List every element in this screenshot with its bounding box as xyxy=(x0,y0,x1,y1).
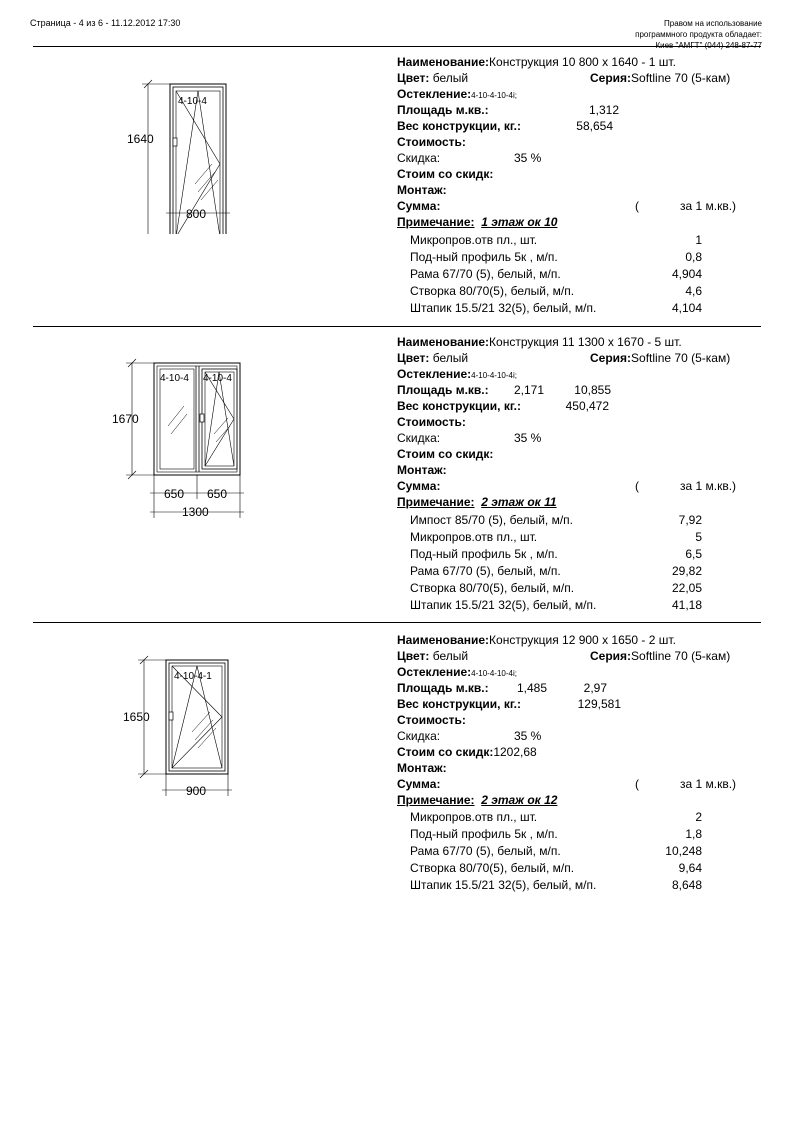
note-value: 2 этаж ок 12 xyxy=(481,793,558,807)
material-qty: 4,904 xyxy=(671,267,702,281)
sum-label: Сумма: xyxy=(397,777,441,791)
area-total-value: 2,97 xyxy=(583,681,607,695)
material-row xyxy=(410,300,702,316)
material-name: Штапик 15.5/21 32(5), белый, м/п. xyxy=(410,878,597,892)
material-row xyxy=(410,597,702,613)
handle-icon xyxy=(173,138,177,146)
per-sqm-open: ( xyxy=(635,199,639,213)
cost-discounted-label: Стоим со скидк: xyxy=(397,745,494,759)
weight-label: Вес конструкции, кг.: xyxy=(397,119,521,133)
separator-line xyxy=(33,326,761,327)
handle-icon xyxy=(169,712,173,720)
name-label: Наименование: xyxy=(397,55,490,69)
material-qty: 6,5 xyxy=(685,547,702,561)
material-qty: 29,82 xyxy=(671,564,702,578)
glazing-value: 4-10-4-10-4i; xyxy=(471,669,517,678)
glazing-value: 4-10-4-10-4i; xyxy=(471,371,517,380)
note-label: Примечание: xyxy=(397,215,475,229)
construction-name: Конструкция 11 1300 x 1670 - 5 шт. xyxy=(489,335,682,349)
cost-discounted-label: Стоим со скидк: xyxy=(397,447,494,461)
material-name: Рама 67/70 (5), белый, м/п. xyxy=(410,844,561,858)
color-label: Цвет: xyxy=(397,351,430,365)
material-qty: 2 xyxy=(695,810,702,824)
pane-label: 4-10-4 xyxy=(203,373,232,384)
total-width-dimension: 1300 xyxy=(182,505,209,519)
width-dimension: 800 xyxy=(186,207,207,221)
material-qty: 22,05 xyxy=(671,581,702,595)
rights-line-1: Правом на использование xyxy=(664,19,762,28)
rights-line-2: программного продукта обладает: xyxy=(635,30,762,39)
window-drawing-10 xyxy=(0,54,300,234)
glass-hatch xyxy=(192,712,210,732)
height-dimension: 1650 xyxy=(123,710,150,724)
separator-line xyxy=(33,46,761,47)
glazing-value: 4-10-4-10-4i; xyxy=(471,91,517,100)
glass-hatch xyxy=(195,720,213,740)
per-sqm-label: за 1 м.кв.) xyxy=(680,777,737,791)
discount-value: 35 % xyxy=(514,431,542,445)
note-label: Примечание: xyxy=(397,495,475,509)
series-value: Softline 70 (5-кам) xyxy=(631,71,731,85)
material-row xyxy=(410,826,702,842)
material-name: Штапик 15.5/21 32(5), белый, м/п. xyxy=(410,301,597,315)
material-row xyxy=(410,563,702,579)
area-label: Площадь м.кв.: xyxy=(397,681,489,695)
handle-icon xyxy=(200,414,204,422)
construction-block-10 xyxy=(0,54,794,320)
glass-hatch xyxy=(168,406,184,426)
material-row xyxy=(410,232,702,248)
glass-hatch xyxy=(171,414,187,434)
material-name: Микропров.отв пл., шт. xyxy=(410,810,538,824)
glazing-label: Остекление: xyxy=(397,87,472,101)
pane-label: 4-10-4-1 xyxy=(174,671,212,682)
material-row xyxy=(410,529,702,545)
material-name: Под-ный профиль 5к , м/п. xyxy=(410,547,558,561)
material-name: Импост 85/70 (5), белый, м/п. xyxy=(410,513,574,527)
construction-name: Конструкция 12 900 x 1650 - 2 шт. xyxy=(489,633,676,647)
note-label: Примечание: xyxy=(397,793,475,807)
weight-value: 450,472 xyxy=(565,399,609,413)
material-row xyxy=(410,580,702,596)
series-value: Softline 70 (5-кам) xyxy=(631,649,731,663)
glazing-label: Остекление: xyxy=(397,367,472,381)
discount-value: 35 % xyxy=(514,729,542,743)
cost-label: Стоимость: xyxy=(397,135,466,149)
cost-discounted-label: Стоим со скидк: xyxy=(397,167,494,181)
material-qty: 5 xyxy=(695,530,702,544)
color-value: белый xyxy=(432,649,469,663)
material-row xyxy=(410,249,702,265)
series-value: Softline 70 (5-кам) xyxy=(631,351,731,365)
opening-line xyxy=(205,372,219,466)
sum-label: Сумма: xyxy=(397,199,441,213)
rights-line-3: Киев "АМГТ" (044) 248-87-77 xyxy=(655,41,762,50)
construction-block-12 xyxy=(0,632,794,898)
height-dimension: 1670 xyxy=(112,412,139,426)
construction-name: Конструкция 10 800 x 1640 - 1 шт. xyxy=(489,55,676,69)
mounting-label: Монтаж: xyxy=(397,463,447,477)
discount-label: Скидка: xyxy=(397,151,441,165)
per-sqm-label: за 1 м.кв.) xyxy=(680,479,737,493)
area-label: Площадь м.кв.: xyxy=(397,103,489,117)
discount-label: Скидка: xyxy=(397,431,441,445)
opening-line xyxy=(176,164,220,234)
width-dimension: 650 xyxy=(207,487,228,501)
glass-hatch xyxy=(198,172,215,192)
per-sqm-open: ( xyxy=(635,777,639,791)
window-glass xyxy=(205,372,234,466)
weight-value: 58,654 xyxy=(576,119,613,133)
material-row xyxy=(410,546,702,562)
material-qty: 41,18 xyxy=(671,598,702,612)
series-label: Серия: xyxy=(590,71,632,85)
material-row xyxy=(410,512,702,528)
opening-line xyxy=(172,717,222,768)
material-qty: 7,92 xyxy=(678,513,702,527)
material-qty: 0,8 xyxy=(685,250,702,264)
series-label: Серия: xyxy=(590,649,632,663)
material-name: Под-ный профиль 5к , м/п. xyxy=(410,827,558,841)
area-value: 1,485 xyxy=(516,681,547,695)
color-value: белый xyxy=(432,71,469,85)
construction-block-11 xyxy=(0,334,794,616)
material-name: Створка 80/70(5), белый, м/п. xyxy=(410,284,575,298)
discount-label: Скидка: xyxy=(397,729,441,743)
material-name: Под-ный профиль 5к , м/п. xyxy=(410,250,558,264)
glass-hatch xyxy=(201,180,218,200)
area-value: 2,171 xyxy=(513,383,544,397)
pane-label: 4-10-4 xyxy=(178,96,207,107)
mounting-label: Монтаж: xyxy=(397,761,447,775)
area-label: Площадь м.кв.: xyxy=(397,383,489,397)
separator-line xyxy=(33,622,761,623)
area-total-value: 10,855 xyxy=(574,383,611,397)
per-sqm-label: за 1 м.кв.) xyxy=(680,199,737,213)
color-label: Цвет: xyxy=(397,71,430,85)
glass-hatch xyxy=(216,426,230,442)
cost-discounted-value: 1202,68 xyxy=(493,745,537,759)
weight-label: Вес конструкции, кг.: xyxy=(397,697,521,711)
series-label: Серия: xyxy=(590,351,632,365)
name-label: Наименование: xyxy=(397,633,490,647)
material-name: Микропров.отв пл., шт. xyxy=(410,530,538,544)
material-qty: 8,648 xyxy=(671,878,702,892)
mounting-label: Монтаж: xyxy=(397,183,447,197)
cost-label: Стоимость: xyxy=(397,415,466,429)
area-value: 1,312 xyxy=(588,103,619,117)
cost-label: Стоимость: xyxy=(397,713,466,727)
pane-label: 4-10-4 xyxy=(160,373,189,384)
weight-label: Вес конструкции, кг.: xyxy=(397,399,521,413)
material-name: Штапик 15.5/21 32(5), белый, м/п. xyxy=(410,598,597,612)
height-dimension: 1640 xyxy=(127,132,154,146)
material-qty: 10,248 xyxy=(665,844,702,858)
opening-line xyxy=(219,372,234,466)
material-name: Рама 67/70 (5), белый, м/п. xyxy=(410,564,561,578)
material-qty: 1 xyxy=(695,233,702,247)
window-sash xyxy=(202,369,237,469)
window-drawing-11 xyxy=(0,334,300,524)
sum-label: Сумма: xyxy=(397,479,441,493)
note-value: 1 этаж ок 10 xyxy=(481,215,558,229)
material-name: Микропров.отв пл., шт. xyxy=(410,233,538,247)
discount-value: 35 % xyxy=(514,151,542,165)
glass-hatch xyxy=(198,728,216,748)
material-qty: 4,6 xyxy=(685,284,702,298)
per-sqm-open: ( xyxy=(635,479,639,493)
material-name: Створка 80/70(5), белый, м/п. xyxy=(410,861,575,875)
material-qty: 9,64 xyxy=(678,861,702,875)
material-name: Створка 80/70(5), белый, м/п. xyxy=(410,581,575,595)
page-info: Страница - 4 из 6 - 11.12.2012 17:30 xyxy=(30,18,181,28)
material-qty: 4,104 xyxy=(671,301,702,315)
material-row xyxy=(410,809,702,825)
material-row xyxy=(410,283,702,299)
fixed-glass xyxy=(160,369,194,469)
name-label: Наименование: xyxy=(397,335,490,349)
color-value: белый xyxy=(432,351,469,365)
material-qty: 1,8 xyxy=(685,827,702,841)
glazing-label: Остекление: xyxy=(397,665,472,679)
material-row xyxy=(410,877,702,893)
weight-value: 129,581 xyxy=(577,697,621,711)
note-value: 2 этаж ок 11 xyxy=(481,495,557,509)
material-row xyxy=(410,860,702,876)
material-name: Рама 67/70 (5), белый, м/п. xyxy=(410,267,561,281)
material-row xyxy=(410,266,702,282)
material-row xyxy=(410,843,702,859)
width-dimension: 900 xyxy=(186,784,207,798)
window-drawing-12 xyxy=(0,632,300,802)
color-label: Цвет: xyxy=(397,649,430,663)
width-dimension: 650 xyxy=(164,487,185,501)
